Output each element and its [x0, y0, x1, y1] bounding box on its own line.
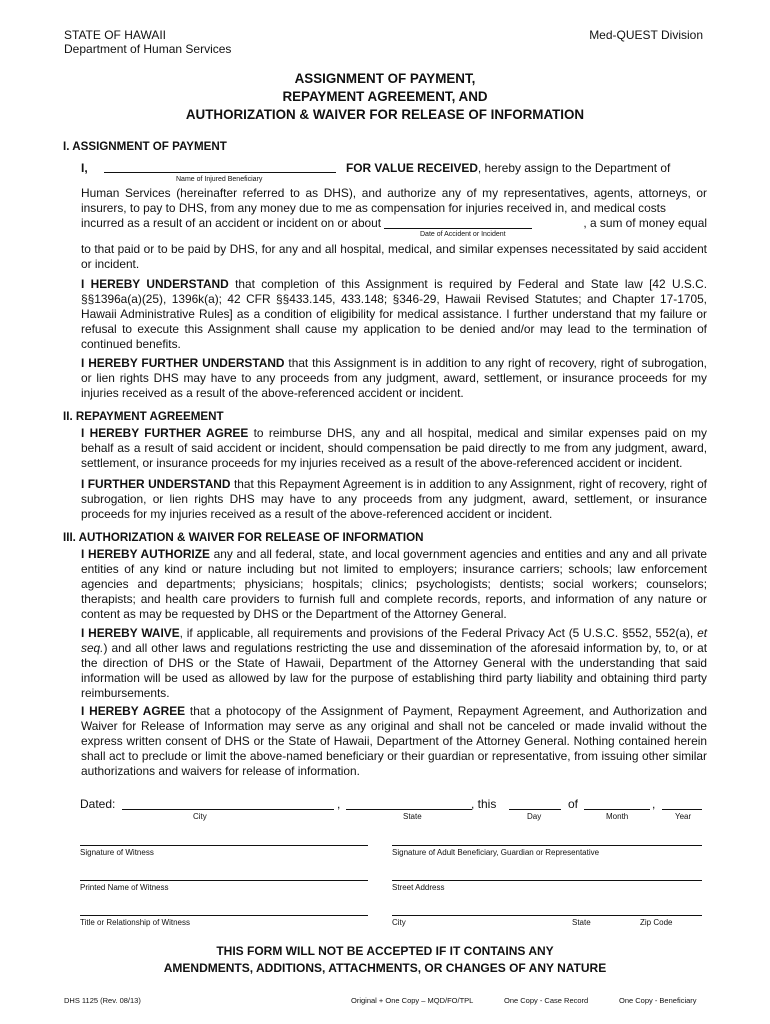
department-name: Department of Human Services [64, 42, 232, 56]
section-3-heading: III. AUTHORIZATION & WAIVER FOR RELEASE OF INFORMATION [63, 531, 424, 544]
copy-distribution-3: One Copy - Beneficiary [619, 996, 697, 1005]
section-3-para-1 [81, 547, 707, 622]
authorize-text: any and all federal, state, and local government agencies and entities and any and all private entities of any kind or nature including but not limited to employers; insurance carriers; schools; law enforcement agencies and departments; physicians; hospitals; clinics; psychologists; dentists; social workers; counselors; therapists; and health care providers to furnish full and complete records, reports, and information of any nature or content as may be requested by DHS or the Department of the Attorney General. [81, 547, 708, 621]
title-line-1: ASSIGNMENT OF PAYMENT, [294, 71, 476, 86]
accident-date-caption: Date of Accident or Incident [420, 231, 506, 238]
day-caption: Day [527, 812, 542, 821]
form-title [0, 70, 770, 124]
i-label: I, [81, 161, 88, 175]
further-agree-text: to reimburse DHS, any and all hospital, medical and similar expenses paid on my behalf as a result of said accident or incident, should compensation be paid directly to me from any judgment, award, settlement, or insurance proceeds for my injuries received as a result of the above-referenced accident or incident. [81, 426, 707, 470]
value-received-bold: FOR VALUE RECEIVED [346, 161, 478, 175]
copy-distribution-2: One Copy - Case Record [504, 996, 589, 1005]
street-address-caption: Street Address [392, 883, 445, 892]
section-2-para-2 [81, 477, 707, 522]
further-understand-2-text: that this Repayment Agreement is in addition to any Assignment, right of recovery, right of subrogation, or lien rights DHS may have to any proceeds from any judgment, award, settlement, or insurance proceeds for my injuries received as a result of the above-referenced accident or incident. [81, 477, 707, 521]
witness-signature-caption: Signature of Witness [80, 848, 154, 857]
beneficiary-name-field[interactable] [104, 172, 336, 173]
section-1-para-1: Human Services (hereinafter referred to as DHS), and authorize any of my representatives, agents, attorneys, or insurers, to pay to DHS, from any money due to me as compensation for injuries received in, and medical costs [81, 186, 707, 215]
section-2-heading: II. REPAYMENT AGREEMENT [63, 410, 224, 423]
waive-bold: I HEREBY WAIVE [81, 626, 180, 640]
authorize-bold: I HEREBY AUTHORIZE [81, 547, 210, 561]
month-caption: Month [606, 812, 629, 821]
sum-text: , a sum of money equal [583, 216, 707, 230]
address-city-caption: City [392, 918, 406, 927]
further-understand-bold: I HEREBY FURTHER UNDERSTAND [81, 356, 285, 370]
notice-line-1: THIS FORM WILL NOT BE ACCEPTED IF IT CONTAINS ANY [216, 944, 554, 958]
division-name: Med-QUEST Division [589, 28, 703, 42]
further-understand-2-bold: I FURTHER UNDERSTAND [81, 477, 231, 491]
month-field[interactable] [584, 809, 650, 810]
section-3-para-3 [81, 704, 707, 779]
witness-signature-field[interactable] [80, 845, 368, 846]
agree-text: that a photocopy of the Assignment of Payment, Repayment Agreement, and Authorization and Waiver for Release of Information may serve as any original and shall not be canceled or made invalid without the express written consent of DHS or the State of Hawaii, Department of the Attorney General. Nothing contained herein shall act to preclude or limit the above-named beneficiary or their guardian or representative, from issuing other similar authorizations and waivers for release of information. [81, 704, 708, 778]
section-1-heading: I. ASSIGNMENT OF PAYMENT [63, 140, 227, 153]
state-caption: State [403, 812, 422, 821]
waive-text-a: , if applicable, all requirements and provisions of the Federal Privacy Act (5 U.S.C. §552, 552(a), [179, 626, 698, 640]
copy-distribution-1: Original + One Copy – MQD/FO/TPL [351, 996, 474, 1005]
title-line-3: AUTHORIZATION & WAIVER FOR RELEASE OF INFORMATION [185, 107, 585, 122]
street-address-field[interactable] [392, 880, 702, 881]
beneficiary-signature-caption: Signature of Adult Beneficiary, Guardian or Representative [392, 848, 600, 857]
section-1-para-1-end: to that paid or to be paid by DHS, for any and all hospital, medical, and similar expenses necessitated by said accident or incident. [81, 242, 707, 271]
section-2-para-1 [81, 426, 707, 471]
witness-title-caption: Title or Relationship of Witness [80, 918, 190, 927]
notice-line-2: AMENDMENTS, ADDITIONS, ATTACHMENTS, OR CHANGES OF ANY NATURE [163, 961, 607, 975]
state-field[interactable] [346, 809, 472, 810]
year-caption: Year [675, 812, 692, 821]
address-state-caption: State [572, 918, 591, 927]
value-received-text [346, 161, 670, 175]
section-1-para-2 [81, 277, 707, 352]
city-field[interactable] [122, 809, 334, 810]
dated-comma: , [337, 797, 341, 811]
form-id: DHS 1125 (Rev. 08/13) [64, 996, 141, 1005]
further-agree-bold: I HEREBY FURTHER AGREE [81, 426, 249, 440]
month-comma: , [652, 797, 656, 811]
of-label: of [568, 797, 579, 811]
witness-printed-name-field[interactable] [80, 880, 368, 881]
year-field[interactable] [662, 809, 702, 810]
section-1-para-3 [81, 356, 707, 401]
state-name: STATE OF HAWAII [64, 28, 166, 42]
city-caption: City [193, 812, 207, 821]
waive-text-b: ) and all other laws and regulations restricting the use and dissemination of the aforesaid information by, to, or at the direction of DHS or the State of Hawaii, Department of the Attorney General with the understanding that said information will be used as allowed by law for the purpose of establishing third party liability and obtaining third party reimbursements. [81, 640, 707, 700]
beneficiary-name-caption: Name of Injured Beneficiary [176, 176, 263, 183]
accident-date-field[interactable] [384, 228, 532, 229]
incurred-text: incurred as a result of an accident or incident on or about [81, 216, 382, 230]
witness-title-field[interactable] [80, 915, 368, 916]
title-line-2: REPAYMENT AGREEMENT, AND [282, 89, 488, 104]
assign-text: , hereby assign to the Department of [477, 161, 671, 175]
city-state-zip-field[interactable] [392, 915, 702, 916]
further-understand-text: that this Assignment is in addition to any right of recovery, right of subrogation, or lien rights DHS may have to any proceeds from any judgment, award, settlement, or insurance proceeds for my injuries received as a result of the above-referenced accident or incident. [81, 356, 707, 400]
dated-label: Dated: [80, 797, 116, 811]
et-seq-italic: et seq. [81, 626, 707, 655]
agree-bold: I HEREBY AGREE [81, 704, 186, 718]
zip-code-caption: Zip Code [640, 918, 673, 927]
witness-printed-name-caption: Printed Name of Witness [80, 883, 169, 892]
beneficiary-signature-field[interactable] [392, 845, 702, 846]
this-label: , this [471, 797, 497, 811]
understand-bold: I HEREBY UNDERSTAND [81, 277, 229, 291]
header-agency [64, 28, 231, 56]
understand-text: that completion of this Assignment is required by Federal and State law [42 U.S.C. §§1396a(a)(25), 1396k(a); 42 CFR §§433.145, 433.148; §346-29, Hawaii Revised Statutes; and Chapter 17-1705, Hawaii Administrative Rules] as a condition of eligibility for medical assistance. I further understand that my failure or refusal to execute this Assignment shall cause my application to be denied and/or may lead to the termination of continued benefits. [81, 277, 707, 351]
day-field[interactable] [509, 809, 561, 810]
form-notice [0, 943, 770, 977]
section-3-para-2 [81, 626, 707, 701]
